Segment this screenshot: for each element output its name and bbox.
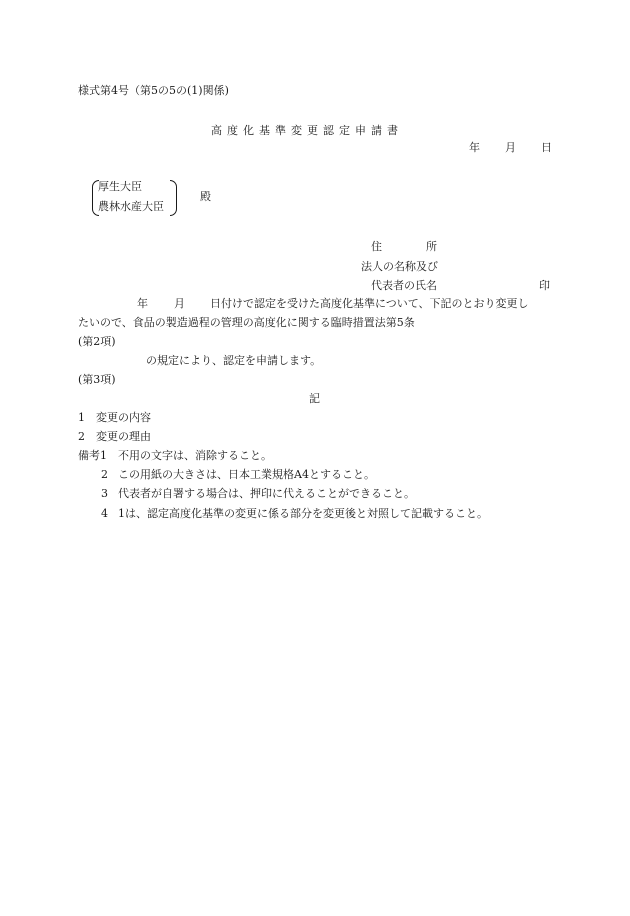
note-2-number: 2 (101, 468, 108, 481)
addressee-right-bracket (170, 180, 177, 216)
body-paragraph-2-ref: (第2項) (78, 335, 116, 348)
body-year-mark: 年 (137, 297, 148, 310)
date-month-label: 月 (505, 141, 516, 154)
date-year-label: 年 (469, 141, 480, 154)
item-change-content: 1 変更の内容 (78, 411, 151, 424)
note-3-text: 代表者が自署する場合は、押印に代えることができること。 (118, 487, 415, 500)
form-reference: 様式第4号（第5の5の(1)関係) (78, 84, 229, 97)
applicant-address-label: 住 所 (371, 240, 437, 253)
body-line-3: の規定により、認定を申請します。 (146, 354, 322, 367)
note-4-number: 4 (101, 507, 108, 520)
addressee-honorific: 殿 (200, 190, 211, 203)
document-title: 高度化基準変更認定申請書 (211, 124, 403, 137)
body-paragraph-3-ref: (第3項) (78, 373, 116, 386)
note-2-text: この用紙の大きさは、日本工業規格A4とすること。 (118, 468, 375, 481)
body-line-1: 日付けで認定を受けた高度化基準について、下記のとおり変更し (210, 297, 529, 310)
applicant-name-label-line2: 代表者の氏名 (371, 279, 437, 292)
item-change-reason: 2 変更の理由 (78, 430, 151, 443)
body-month-mark: 月 (174, 297, 185, 310)
date-day-label: 日 (541, 141, 552, 154)
ki-heading: 記 (309, 392, 320, 405)
note-1-text: 不用の文字は、消除すること。 (118, 449, 272, 462)
addressee-minister-agriculture: 農林水産大臣 (98, 200, 164, 213)
seal-mark: 印 (539, 279, 550, 292)
notes-label: 備考1 (78, 449, 107, 462)
note-4-text: 1は、認定高度化基準の変更に係る部分を変更後と対照して記載すること。 (118, 507, 488, 520)
note-3-number: 3 (101, 487, 108, 500)
addressee-minister-health: 厚生大臣 (98, 180, 142, 193)
applicant-name-label-line1: 法人の名称及び (361, 260, 438, 273)
body-line-2: たいので、食品の製造過程の管理の高度化に関する臨時措置法第5条 (78, 316, 415, 329)
